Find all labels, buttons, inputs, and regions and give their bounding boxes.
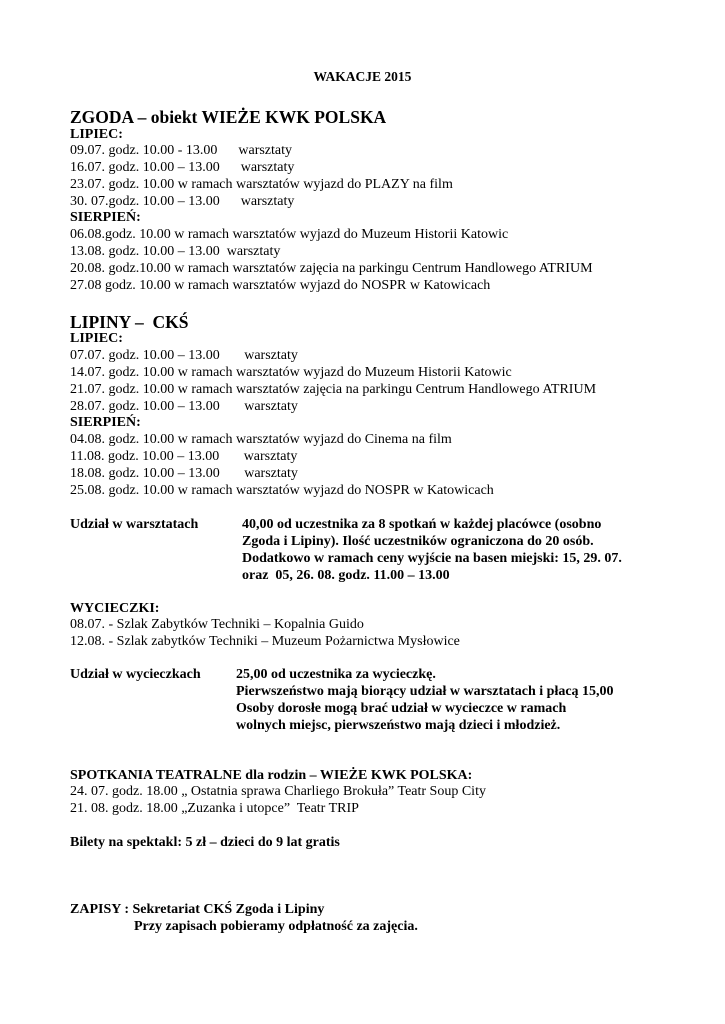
schedule-line: 07.07. godz. 10.00 – 13.00 warsztaty — [70, 348, 298, 363]
trips-heading: WYCIECZKI: — [70, 601, 160, 616]
trip-line: 12.08. - Szlak zabytków Techniki – Muzeum Pożarnictwa Mysłowice — [70, 634, 460, 649]
workshop-fee-label: Udział w warsztatach — [70, 517, 199, 532]
month-label-sierpien: SIERPIEŃ: — [70, 210, 141, 225]
schedule-line: 20.08. godz.10.00 w ramach warsztatów zajęcia na parkingu Centrum Handlowego ATRIUM — [70, 261, 593, 276]
workshop-fee-line: Zgoda i Lipiny). Ilość uczestników ograniczona do 20 osób. — [242, 534, 594, 549]
trip-fee-line: Osoby dorosłe mogą brać udział w wycieczce w ramach — [236, 701, 567, 716]
schedule-line: 21.07. godz. 10.00 w ramach warsztatów zajęcia na parkingu Centrum Handlowego ATRIUM — [70, 382, 597, 397]
section-heading-zgoda: ZGODA – obiekt WIEŻE KWK POLSKA — [70, 107, 387, 127]
trip-line: 08.07. - Szlak Zabytków Techniki – Kopalnia Guido — [70, 617, 364, 632]
schedule-line: 11.08. godz. 10.00 – 13.00 warsztaty — [70, 449, 298, 464]
month-label-lipiec: LIPIEC: — [70, 127, 123, 142]
schedule-line: 30. 07.godz. 10.00 – 13.00 warsztaty — [70, 194, 295, 209]
workshop-fee-line: 40,00 od uczestnika za 8 spotkań w każdej placówce (osobno — [242, 517, 602, 532]
workshop-fee-line: oraz 05, 26. 08. godz. 11.00 – 13.00 — [242, 568, 450, 583]
section-heading-lipiny: LIPINY – CKŚ — [70, 312, 189, 332]
schedule-line: 04.08. godz. 10.00 w ramach warsztatów wyjazd do Cinema na film — [70, 432, 452, 447]
ticket-price: Bilety na spektakl: 5 zł – dzieci do 9 lat gratis — [70, 835, 340, 850]
registration-note: Przy zapisach pobieramy odpłatność za zajęcia. — [134, 919, 418, 934]
schedule-line: 23.07. godz. 10.00 w ramach warsztatów wyjazd do PLAZY na film — [70, 177, 453, 192]
trip-fee-line: Pierwszeństwo mają biorący udział w warsztatach i płacą 15,00 — [236, 684, 614, 699]
registration-line: ZAPISY : Sekretariat CKŚ Zgoda i Lipiny — [70, 902, 325, 917]
schedule-line: 25.08. godz. 10.00 w ramach warsztatów wyjazd do NOSPR w Katowicach — [70, 483, 494, 498]
schedule-line: 18.08. godz. 10.00 – 13.00 warsztaty — [70, 466, 298, 481]
theatre-line: 24. 07. godz. 18.00 „ Ostatnia sprawa Charliego Brokuła” Teatr Soup City — [70, 784, 486, 799]
theatre-line: 21. 08. godz. 18.00 „Zuzanka i utopce” Teatr TRIP — [70, 801, 359, 816]
trip-fee-line: wolnych miejsc, pierwszeństwo mają dzieci i młodzież. — [236, 718, 561, 733]
workshop-fee-line: Dodatkowo w ramach ceny wyjście na basen miejski: 15, 29. 07. — [242, 551, 622, 566]
schedule-line: 06.08.godz. 10.00 w ramach warsztatów wyjazd do Muzeum Historii Katowic — [70, 227, 509, 242]
schedule-line: 14.07. godz. 10.00 w ramach warsztatów wyjazd do Muzeum Historii Katowic — [70, 365, 512, 380]
schedule-line: 28.07. godz. 10.00 – 13.00 warsztaty — [70, 399, 298, 414]
month-label-lipiec: LIPIEC: — [70, 331, 123, 346]
document-title: WAKACJE 2015 — [313, 69, 412, 84]
schedule-line: 27.08 godz. 10.00 w ramach warsztatów wyjazd do NOSPR w Katowicach — [70, 278, 491, 293]
trip-fee-line: 25,00 od uczestnika za wycieczkę. — [236, 667, 436, 682]
trip-fee-label: Udział w wycieczkach — [70, 667, 201, 682]
theatre-heading: SPOTKANIA TEATRALNE dla rodzin – WIEŻE KWK POLSKA: — [70, 768, 473, 783]
schedule-line: 13.08. godz. 10.00 – 13.00 warsztaty — [70, 244, 281, 259]
schedule-line: 09.07. godz. 10.00 - 13.00 warsztaty — [70, 143, 293, 158]
month-label-sierpien: SIERPIEŃ: — [70, 415, 141, 430]
schedule-line: 16.07. godz. 10.00 – 13.00 warsztaty — [70, 160, 295, 175]
